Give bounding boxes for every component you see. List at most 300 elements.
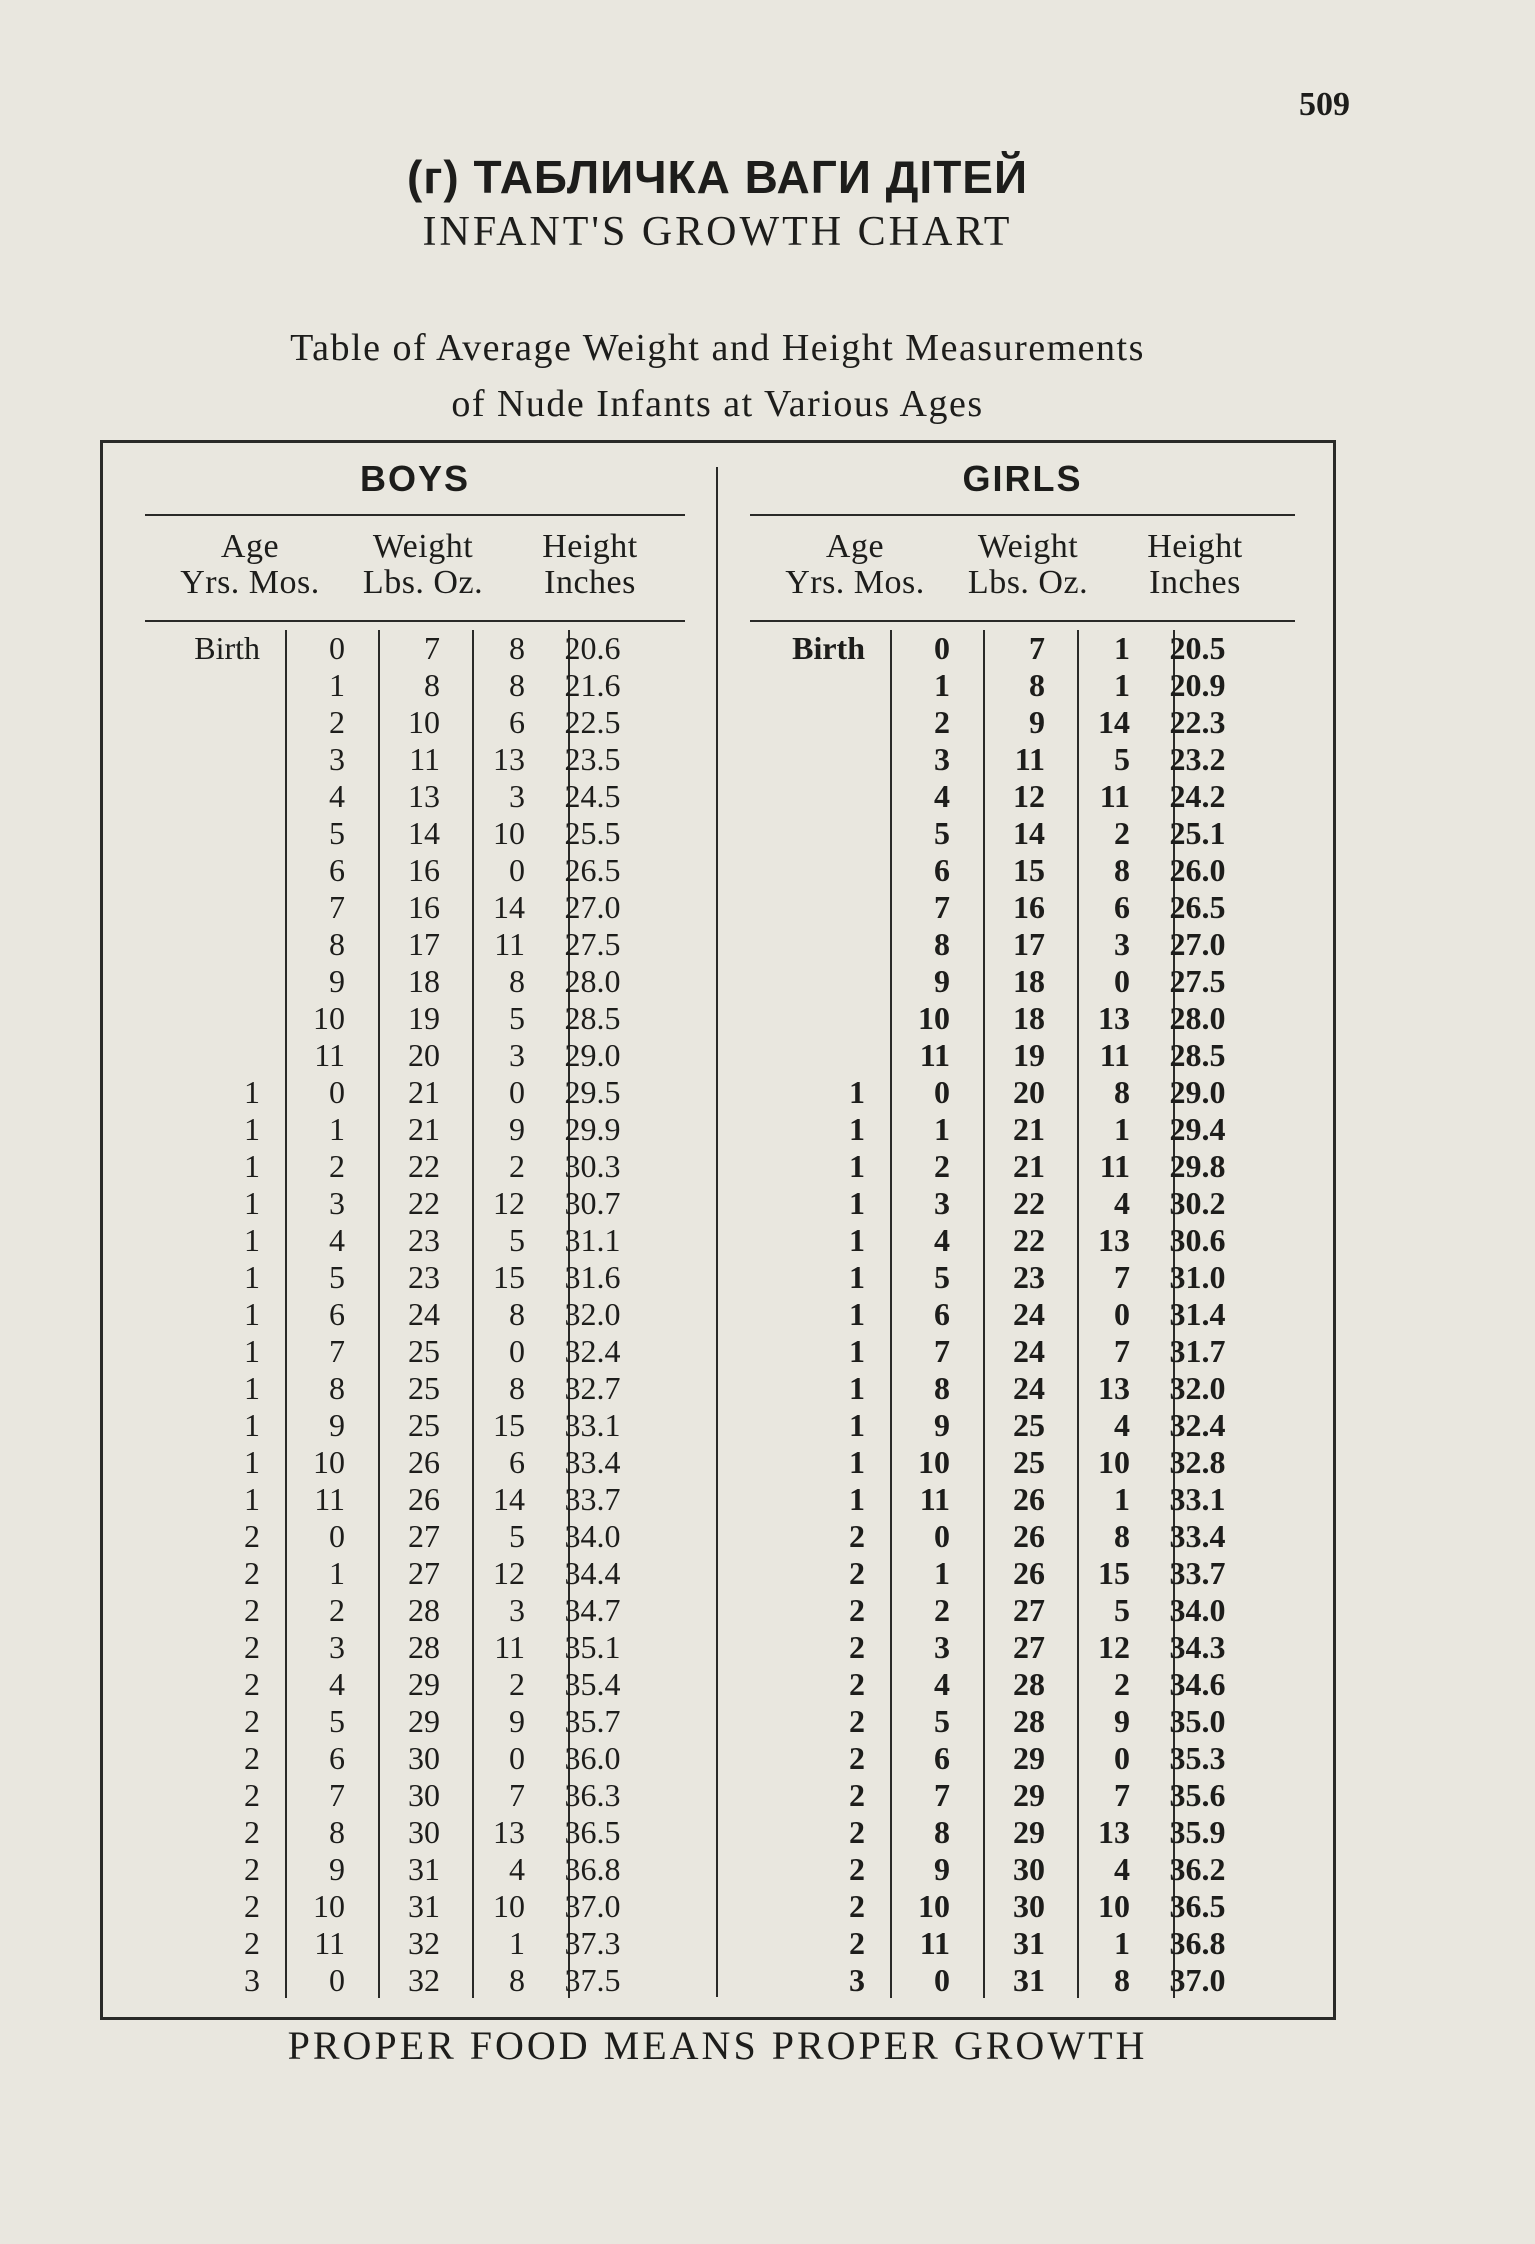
age-months-cell: 5 [329,815,345,851]
age-months-cell: 2 [329,1592,345,1628]
age-months-cell: 0 [329,630,345,666]
weight-oz-cell: 11 [1099,1037,1130,1073]
age-months-cell: 3 [934,741,950,777]
age-months-cell: 7 [934,1333,950,1369]
age-months-cell: 5 [934,1703,950,1739]
weight-oz-cell: 2 [1114,815,1130,851]
table-row [745,1222,1300,1259]
table-row [140,963,690,1000]
table-row [745,1888,1300,1925]
table-row [745,1259,1300,1296]
height-inches-cell: 25.1 [1169,815,1226,851]
age-years-cell: 1 [849,1370,865,1406]
weight-lbs-cell: 7 [1029,630,1045,666]
table-row [140,1703,690,1740]
age-months-cell: 0 [934,1962,950,1998]
table-row [745,815,1300,852]
height-inches-cell: 35.6 [1169,1777,1226,1813]
weight-oz-cell: 11 [494,926,525,962]
age-years-cell: 1 [849,1296,865,1332]
weight-lbs-cell: 29 [408,1666,440,1702]
weight-lbs-cell: 26 [408,1444,440,1480]
age-years-cell: 2 [244,1592,260,1628]
table-row [745,1111,1300,1148]
weight-lbs-cell: 17 [1013,926,1045,962]
weight-oz-cell: 12 [493,1555,525,1591]
age-months-cell: 9 [934,1407,950,1443]
weight-oz-cell: 8 [509,1370,525,1406]
weight-oz-cell: 0 [509,1333,525,1369]
age-years-cell: 2 [849,1814,865,1850]
age-months-cell: 7 [329,889,345,925]
table-row [745,741,1300,778]
header-rule-bottom [750,620,1295,622]
age-months-cell: 6 [329,852,345,888]
table-row [745,963,1300,1000]
weight-lbs-cell: 17 [408,926,440,962]
height-inches-cell: 29.0 [1169,1074,1226,1110]
weight-lbs-cell: 22 [1013,1185,1045,1221]
height-inches-cell: 29.5 [564,1074,621,1110]
age-months-cell: 3 [329,741,345,777]
weight-oz-cell: 8 [509,630,525,666]
height-inches-cell: 27.5 [564,926,621,962]
table-row [745,1444,1300,1481]
height-inches-cell: 37.5 [564,1962,621,1998]
table-row [745,1629,1300,1666]
table-row [140,704,690,741]
height-inches-cell: 23.2 [1169,741,1226,777]
weight-lbs-cell: 30 [408,1777,440,1813]
age-months-cell: 0 [934,1074,950,1110]
header-age: Age [825,528,885,565]
title-english: INFANT'S GROWTH CHART [422,209,1013,255]
weight-lbs-cell: 28 [408,1592,440,1628]
table-row [140,1777,690,1814]
weight-lbs-cell: 29 [1013,1740,1045,1776]
table-row [745,704,1300,741]
weight-oz-cell: 9 [1114,1703,1130,1739]
table-row [745,778,1300,815]
age-years-cell: 2 [849,1592,865,1628]
age-years-cell: 1 [244,1444,260,1480]
weight-oz-cell: 15 [493,1407,525,1443]
height-inches-cell: 34.0 [564,1518,621,1554]
table-row [745,1296,1300,1333]
age-months-cell: 10 [918,1444,950,1480]
table-row [140,1925,690,1962]
table-row [745,667,1300,704]
age-months-cell: 8 [329,1814,345,1850]
height-inches-cell: 20.6 [564,630,621,666]
age-months-cell: 10 [918,1000,950,1036]
table-row [745,1851,1300,1888]
weight-lbs-cell: 26 [1013,1481,1045,1517]
age-months-cell: 2 [329,704,345,740]
age-months-cell: 10 [918,1888,950,1924]
height-inches-cell: 34.3 [1169,1629,1226,1665]
height-inches-cell: 33.1 [564,1407,621,1443]
age-years-cell: 2 [849,1629,865,1665]
age-years-cell: 1 [244,1074,260,1110]
age-months-cell: 7 [934,1777,950,1813]
weight-lbs-cell: 24 [408,1296,440,1332]
height-inches-cell: 24.2 [1169,778,1226,814]
table-row [745,1481,1300,1518]
weight-lbs-cell: 29 [1013,1777,1045,1813]
weight-lbs-cell: 30 [408,1740,440,1776]
age-months-cell: 7 [329,1777,345,1813]
weight-lbs-cell: 27 [408,1518,440,1554]
weight-lbs-cell: 21 [1013,1148,1045,1184]
table-row [140,1814,690,1851]
table-row [745,1814,1300,1851]
age-years-cell: 1 [849,1333,865,1369]
weight-oz-cell: 1 [509,1925,525,1961]
weight-lbs-cell: 31 [408,1888,440,1924]
weight-oz-cell: 0 [1114,1296,1130,1332]
height-inches-cell: 35.4 [564,1666,621,1702]
weight-oz-cell: 2 [509,1148,525,1184]
subtitle-line-2: of Nude Infants at Various Ages [451,383,984,425]
table-row [745,1962,1300,1999]
girls-rows [745,630,1300,1999]
weight-lbs-cell: 22 [408,1148,440,1184]
age-months-cell: 0 [329,1518,345,1554]
weight-lbs-cell: 7 [424,630,440,666]
weight-oz-cell: 6 [1114,889,1130,925]
height-inches-cell: 31.7 [1169,1333,1226,1369]
weight-oz-cell: 9 [509,1703,525,1739]
weight-lbs-cell: 18 [1013,963,1045,999]
weight-lbs-cell: 14 [1013,815,1045,851]
height-inches-cell: 31.6 [564,1259,621,1295]
weight-oz-cell: 12 [1098,1629,1130,1665]
weight-oz-cell: 10 [1098,1888,1130,1924]
weight-oz-cell: 1 [1114,1925,1130,1961]
table-row [745,630,1300,667]
age-years-cell: 2 [849,1740,865,1776]
weight-lbs-cell: 28 [1013,1703,1045,1739]
weight-oz-cell: 11 [1099,1148,1130,1184]
table-row [140,1074,690,1111]
height-inches-cell: 21.6 [564,667,621,703]
table-row [140,1629,690,1666]
height-inches-cell: 30.3 [564,1148,621,1184]
age-years-cell: 2 [244,1740,260,1776]
age-years-cell: 1 [849,1259,865,1295]
weight-oz-cell: 8 [509,1296,525,1332]
age-months-cell: 1 [934,1555,950,1591]
weight-lbs-cell: 13 [408,778,440,814]
age-years-cell: 2 [849,1851,865,1887]
weight-lbs-cell: 26 [1013,1518,1045,1554]
age-years-cell: 1 [244,1222,260,1258]
weight-oz-cell: 13 [493,1814,525,1850]
weight-oz-cell: 11 [1099,778,1130,814]
age-months-cell: 11 [919,1925,950,1961]
weight-oz-cell: 7 [509,1777,525,1813]
height-inches-cell: 29.8 [1169,1148,1226,1184]
table-row [745,1407,1300,1444]
table-row [140,1481,690,1518]
age-months-cell: 11 [919,1037,950,1073]
weight-lbs-cell: 28 [1013,1666,1045,1702]
weight-oz-cell: 1 [1114,667,1130,703]
title-ukrainian: (г) ТАБЛИЧКА ВАГИ ДІТЕЙ [406,151,1029,203]
table-row [745,889,1300,926]
age-months-cell: 4 [934,1222,950,1258]
age-months-cell: 9 [934,963,950,999]
weight-oz-cell: 1 [1114,630,1130,666]
table-row [745,1592,1300,1629]
height-inches-cell: 37.0 [564,1888,621,1924]
height-inches-cell: 33.4 [1169,1518,1226,1554]
height-inches-cell: 27.5 [1169,963,1226,999]
age-months-cell: 3 [934,1629,950,1665]
weight-lbs-cell: 16 [408,852,440,888]
boys-table [140,440,690,2020]
height-inches-cell: 26.5 [564,852,621,888]
weight-lbs-cell: 27 [1013,1592,1045,1628]
weight-lbs-cell: 10 [408,704,440,740]
table-row [140,1888,690,1925]
weight-oz-cell: 8 [509,667,525,703]
weight-lbs-cell: 9 [1029,704,1045,740]
age-years-cell: 1 [244,1185,260,1221]
height-inches-cell: 22.5 [564,704,621,740]
weight-lbs-cell: 27 [1013,1629,1045,1665]
age-years-cell: 1 [849,1148,865,1184]
age-months-cell: 7 [934,889,950,925]
table-row [745,1666,1300,1703]
age-months-cell: 6 [934,1296,950,1332]
weight-oz-cell: 4 [509,1851,525,1887]
age-months-cell: 9 [329,1407,345,1443]
girls-title: GIRLS [962,458,1083,499]
age-years-cell: 1 [244,1407,260,1443]
height-inches-cell: 29.0 [564,1037,621,1073]
weight-oz-cell: 10 [1098,1444,1130,1480]
height-inches-cell: 36.3 [564,1777,621,1813]
height-inches-cell: 33.7 [1169,1555,1226,1591]
age-years-cell: 1 [849,1481,865,1517]
header-lbs-oz: Lbs. Oz. [967,564,1089,601]
height-inches-cell: 36.8 [564,1851,621,1887]
weight-lbs-cell: 23 [408,1259,440,1295]
height-inches-cell: 32.0 [1169,1370,1226,1406]
height-inches-cell: 27.0 [564,889,621,925]
age-years-cell: 1 [244,1148,260,1184]
age-months-cell: 11 [314,1481,345,1517]
height-inches-cell: 32.7 [564,1370,621,1406]
height-inches-cell: 31.1 [564,1222,621,1258]
age-years-cell: 2 [849,1518,865,1554]
weight-oz-cell: 8 [1114,1962,1130,1998]
age-months-cell: 8 [934,1370,950,1406]
weight-lbs-cell: 25 [1013,1444,1045,1480]
header-rule-top [145,514,685,516]
weight-oz-cell: 5 [509,1222,525,1258]
table-row [745,1037,1300,1074]
age-months-cell: 5 [329,1259,345,1295]
age-years-cell: 2 [849,1888,865,1924]
age-years-cell: 2 [244,1925,260,1961]
table-row [745,926,1300,963]
header-height: Height [1147,528,1243,565]
age-months-cell: 9 [329,1851,345,1887]
weight-oz-cell: 0 [1114,963,1130,999]
age-years-cell: 1 [244,1333,260,1369]
age-years-cell: 2 [849,1925,865,1961]
age-years-cell: 1 [849,1444,865,1480]
age-years-cell: 3 [244,1962,260,1998]
age-months-cell: 8 [934,926,950,962]
age-months-cell: 5 [934,1259,950,1295]
age-months-cell: 2 [934,704,950,740]
table-row [745,1703,1300,1740]
weight-lbs-cell: 25 [408,1407,440,1443]
height-inches-cell: 37.3 [564,1925,621,1961]
height-inches-cell: 35.3 [1169,1740,1226,1776]
table-row [140,1851,690,1888]
age-months-cell: 7 [329,1333,345,1369]
weight-lbs-cell: 26 [408,1481,440,1517]
header-weight: Weight [977,528,1079,565]
age-months-cell: 11 [314,1037,345,1073]
header-height: Height [542,528,638,565]
height-inches-cell: 36.8 [1169,1925,1226,1961]
weight-oz-cell: 14 [493,1481,525,1517]
age-months-cell: 6 [934,1740,950,1776]
weight-oz-cell: 6 [509,1444,525,1480]
age-years-cell: 1 [849,1111,865,1147]
weight-oz-cell: 14 [493,889,525,925]
age-months-cell: 0 [934,630,950,666]
weight-oz-cell: 15 [1098,1555,1130,1591]
age-months-cell: 1 [329,1555,345,1591]
weight-oz-cell: 8 [1114,1074,1130,1110]
weight-oz-cell: 2 [1114,1666,1130,1702]
height-inches-cell: 30.6 [1169,1222,1226,1258]
weight-oz-cell: 13 [1098,1222,1130,1258]
weight-lbs-cell: 31 [1013,1925,1045,1961]
weight-lbs-cell: 20 [1013,1074,1045,1110]
table-row [140,1740,690,1777]
age-years-cell: 1 [849,1074,865,1110]
header-yrs-mos: Yrs. Mos. [180,564,320,601]
height-inches-cell: 28.0 [564,963,621,999]
height-inches-cell: 36.0 [564,1740,621,1776]
age-months-cell: 10 [313,1000,345,1036]
weight-lbs-cell: 11 [1014,741,1045,777]
weight-oz-cell: 5 [1114,1592,1130,1628]
weight-lbs-cell: 19 [408,1000,440,1036]
weight-oz-cell: 13 [1098,1814,1130,1850]
height-inches-cell: 35.9 [1169,1814,1226,1850]
weight-lbs-cell: 29 [408,1703,440,1739]
table-row [745,1000,1300,1037]
header-age: Age [220,528,280,565]
footer-slogan: PROPER FOOD MEANS PROPER GROWTH [287,2023,1148,2068]
weight-oz-cell: 14 [1098,704,1130,740]
weight-lbs-cell: 16 [408,889,440,925]
weight-lbs-cell: 16 [1013,889,1045,925]
height-inches-cell: 35.7 [564,1703,621,1739]
age-months-cell: 10 [313,1888,345,1924]
height-inches-cell: 29.4 [1169,1111,1226,1147]
table-row [140,1148,690,1185]
table-row [140,741,690,778]
age-years-cell: Birth [194,630,260,666]
age-months-cell: 11 [919,1481,950,1517]
height-inches-cell: 31.0 [1169,1259,1226,1295]
table-row [140,1444,690,1481]
weight-lbs-cell: 24 [1013,1296,1045,1332]
height-inches-cell: 34.4 [564,1555,621,1591]
height-inches-cell: 33.7 [564,1481,621,1517]
table-row [745,1925,1300,1962]
age-months-cell: 9 [329,963,345,999]
table-row [745,1185,1300,1222]
height-inches-cell: 28.5 [1169,1037,1226,1073]
height-inches-cell: 26.0 [1169,852,1226,888]
age-months-cell: 6 [934,852,950,888]
height-inches-cell: 32.8 [1169,1444,1226,1480]
height-inches-cell: 32.0 [564,1296,621,1332]
age-years-cell: 1 [244,1296,260,1332]
age-months-cell: 4 [329,1666,345,1702]
height-inches-cell: 33.1 [1169,1481,1226,1517]
age-months-cell: 4 [329,778,345,814]
height-inches-cell: 34.0 [1169,1592,1226,1628]
age-months-cell: 3 [329,1185,345,1221]
height-inches-cell: 24.5 [564,778,621,814]
weight-lbs-cell: 32 [408,1925,440,1961]
age-years-cell: 2 [244,1666,260,1702]
weight-oz-cell: 7 [1114,1259,1130,1295]
weight-lbs-cell: 25 [1013,1407,1045,1443]
height-inches-cell: 34.7 [564,1592,621,1628]
age-months-cell: 2 [934,1592,950,1628]
girls-table [745,440,1300,2020]
height-inches-cell: 25.5 [564,815,621,851]
age-months-cell: 8 [329,926,345,962]
boys-rows [140,630,690,1999]
age-months-cell: 0 [934,1518,950,1554]
weight-oz-cell: 9 [509,1111,525,1147]
header-inches: Inches [1149,564,1241,601]
height-inches-cell: 34.6 [1169,1666,1226,1702]
weight-lbs-cell: 32 [408,1962,440,1998]
table-row [140,667,690,704]
weight-oz-cell: 3 [509,1037,525,1073]
weight-oz-cell: 4 [1114,1185,1130,1221]
height-inches-cell: 28.0 [1169,1000,1226,1036]
height-inches-cell: 30.2 [1169,1185,1226,1221]
weight-oz-cell: 8 [1114,852,1130,888]
weight-lbs-cell: 20 [408,1037,440,1073]
table-row [140,815,690,852]
subtitle-line-1: Table of Average Weight and Height Measurements [290,327,1145,369]
weight-oz-cell: 10 [493,1888,525,1924]
weight-oz-cell: 11 [494,1629,525,1665]
height-inches-cell: 36.5 [1169,1888,1226,1924]
weight-oz-cell: 10 [493,815,525,851]
weight-lbs-cell: 21 [408,1111,440,1147]
weight-oz-cell: 0 [1114,1740,1130,1776]
weight-lbs-cell: 15 [1013,852,1045,888]
